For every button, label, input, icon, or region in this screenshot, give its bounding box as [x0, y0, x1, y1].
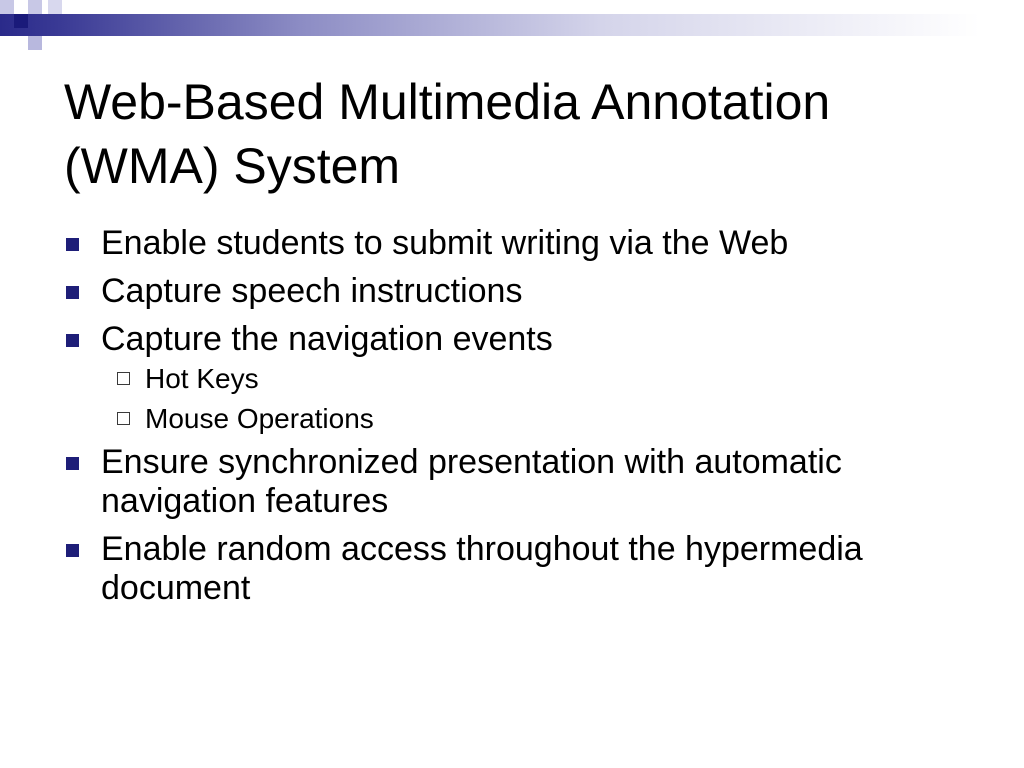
- hollow-square-bullet-icon: [117, 412, 130, 425]
- sub-bullet-item: [64, 359, 984, 399]
- bullet-item: [64, 530, 984, 608]
- bullet-list: [64, 224, 984, 617]
- bullet-item: [64, 443, 984, 521]
- bullet-item: [64, 224, 984, 263]
- decor-square: [28, 36, 42, 50]
- sub-bullet-item: [64, 399, 984, 439]
- bullet-text: Ensure synchronized presentation with automatic navigation features: [101, 443, 842, 520]
- sub-list-container: [64, 359, 984, 439]
- square-bullet-icon: [66, 286, 79, 299]
- decor-square: [28, 0, 42, 14]
- bullet-item: [64, 320, 984, 359]
- decor-square: [14, 14, 28, 28]
- header-gradient-bar: [0, 14, 1024, 36]
- square-bullet-icon: [66, 544, 79, 557]
- square-bullet-icon: [66, 238, 79, 251]
- hollow-square-bullet-icon: [117, 372, 130, 385]
- bullet-text: Enable students to submit writing via the Web: [101, 224, 789, 262]
- square-bullet-icon: [66, 334, 79, 347]
- bullet-text: Enable random access throughout the hypermedia document: [101, 530, 863, 607]
- decor-square: [0, 0, 14, 14]
- bullet-item: [64, 272, 984, 311]
- bullet-text: Capture speech instructions: [101, 272, 523, 310]
- slide-title: Web-Based Multimedia Annotation (WMA) System: [64, 74, 831, 194]
- sub-bullet-text: Mouse Operations: [145, 403, 374, 434]
- sub-bullet-text: Hot Keys: [145, 363, 259, 394]
- decor-square: [48, 0, 62, 14]
- square-bullet-icon: [66, 457, 79, 470]
- bullet-text: Capture the navigation events: [101, 320, 553, 358]
- sub-bullet-list: [64, 359, 984, 439]
